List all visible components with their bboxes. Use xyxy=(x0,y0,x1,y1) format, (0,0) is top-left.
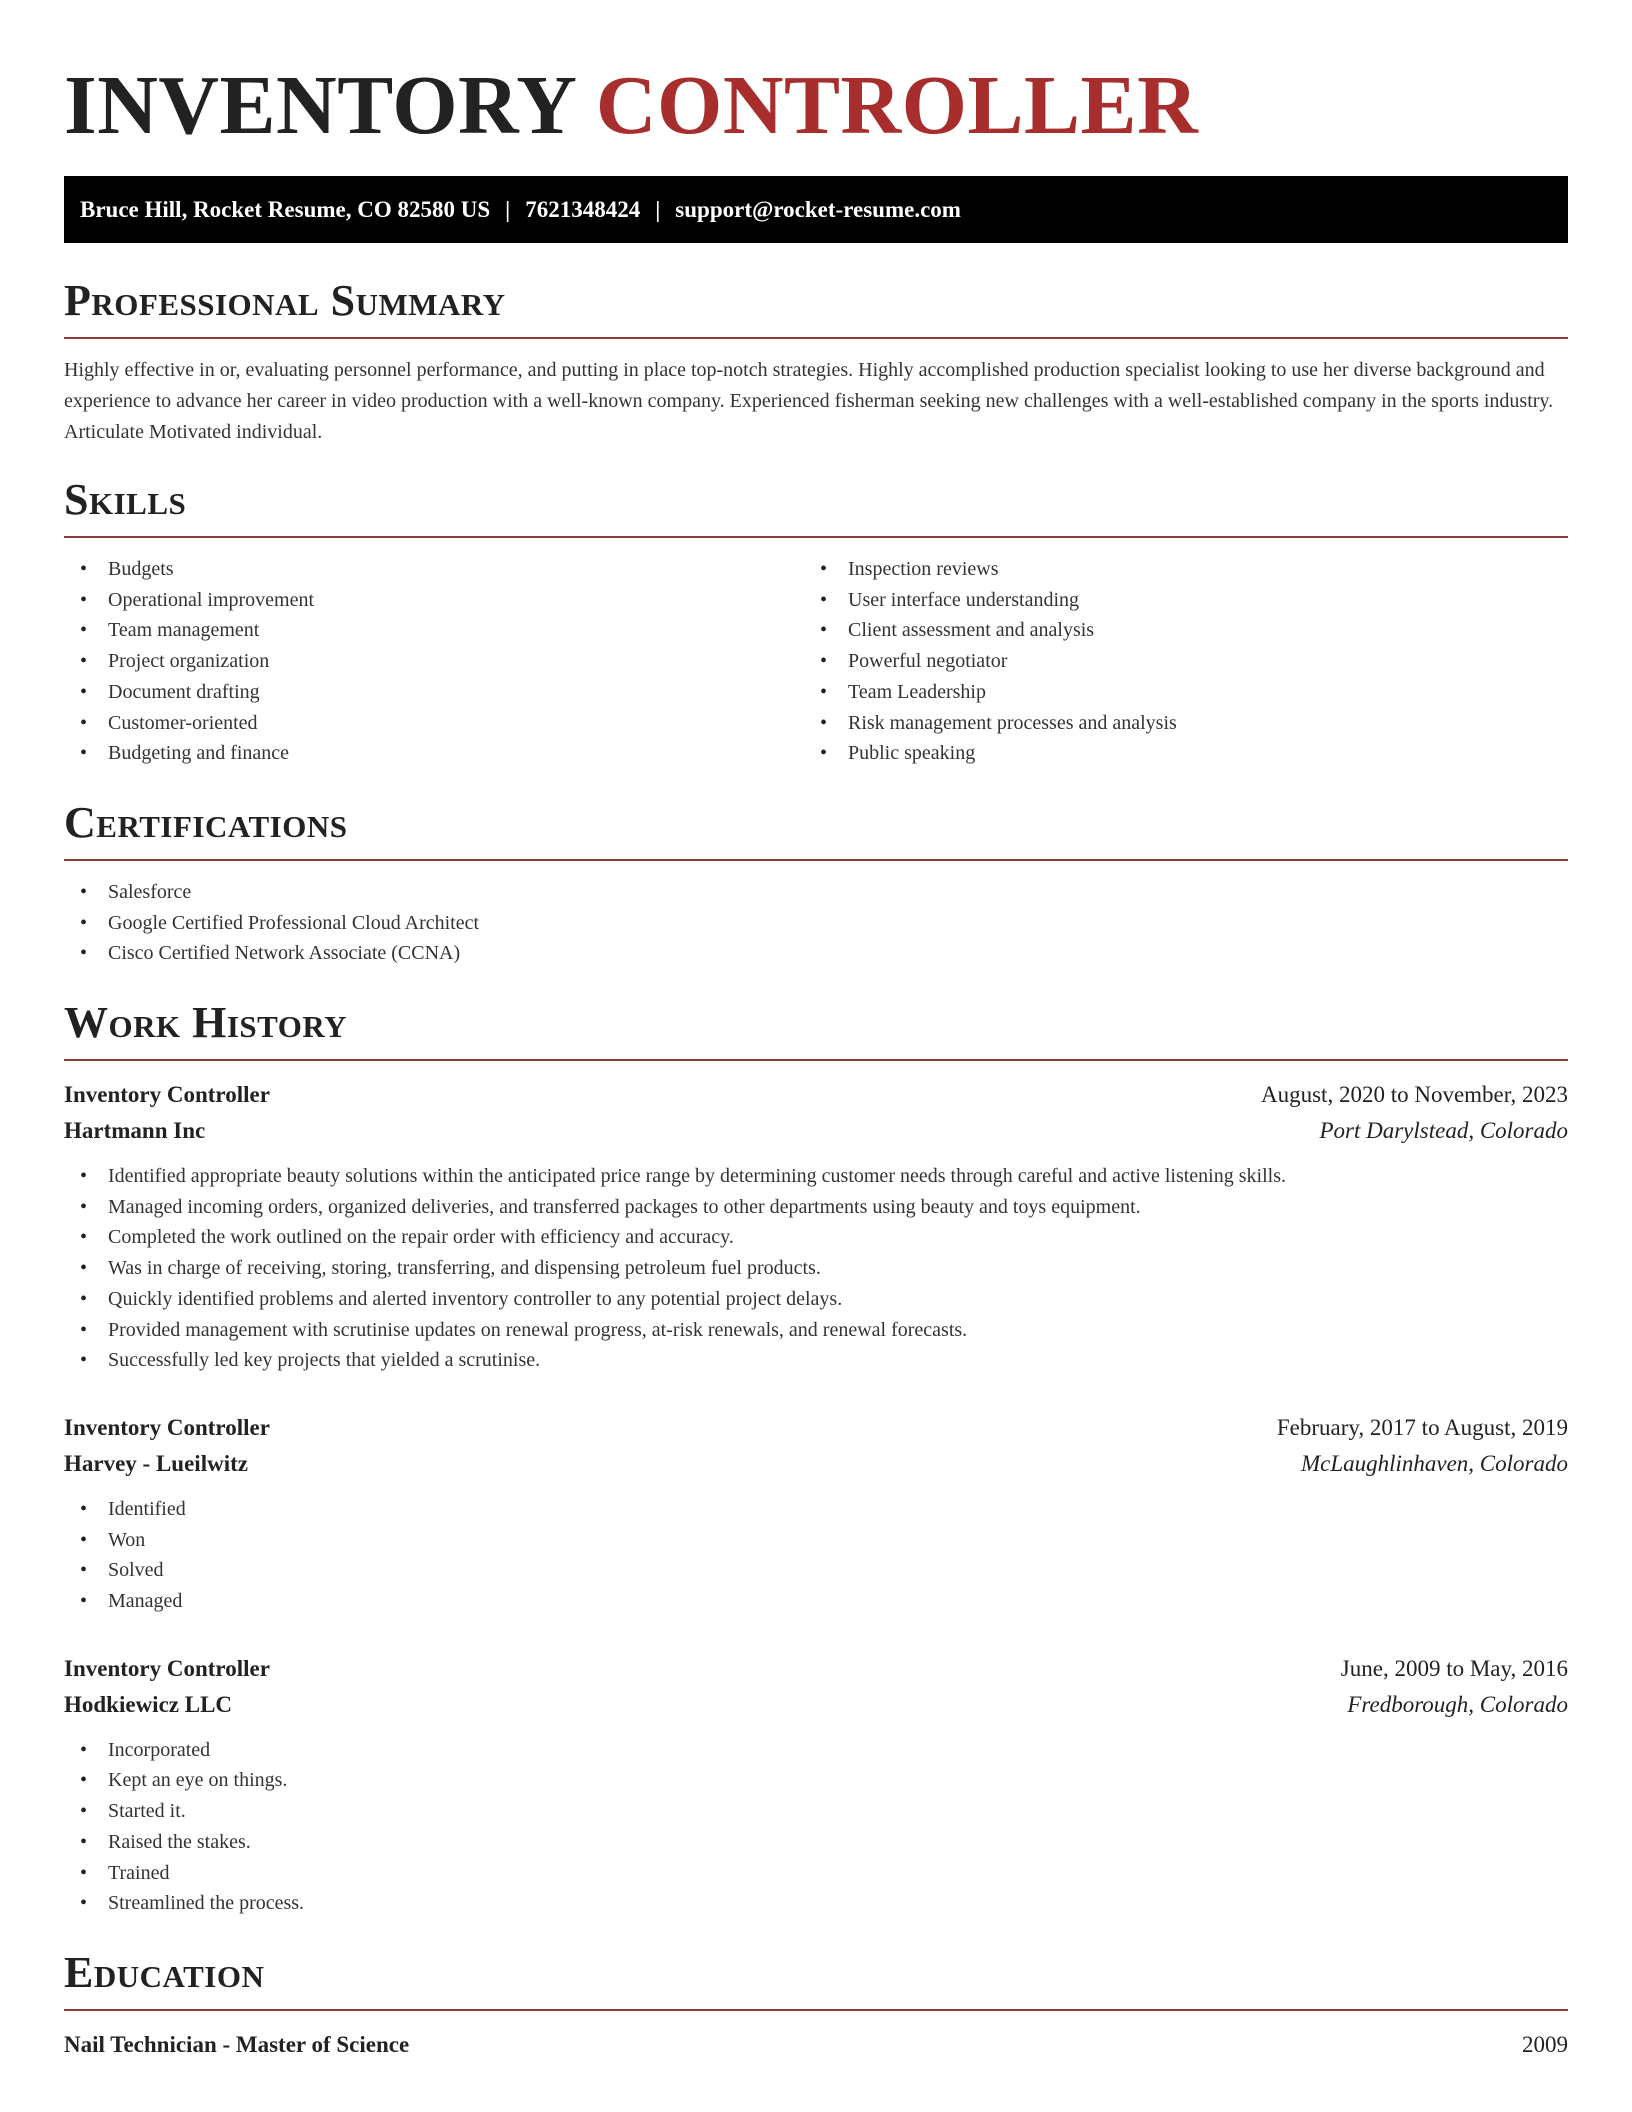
resume-name xyxy=(64,56,1568,156)
certifications-list xyxy=(64,877,1568,969)
name-second-word: CONTROLLER xyxy=(595,59,1199,152)
job-bullet: • Managed xyxy=(64,1586,1568,1617)
education-entry xyxy=(64,2027,1568,2063)
resume-page xyxy=(64,0,1568,2063)
contact-separator: | xyxy=(505,196,511,222)
contact-separator: | xyxy=(655,196,661,222)
job-bullet: • Trained xyxy=(64,1858,1568,1889)
job-company: Harvey - Lueilwitz xyxy=(64,1450,248,1476)
skills-section xyxy=(64,472,1568,769)
certification-item: • Cisco Certified Network Associate (CCNA) xyxy=(64,938,1568,969)
job-bullet: • Provided management with scrutinise updates on renewal progress, at-risk renewals, and renewal forecasts. xyxy=(64,1315,1568,1346)
skill-item: • Inspection reviews xyxy=(804,554,1544,585)
summary-section xyxy=(64,273,1568,448)
contact-address: Bruce Hill, Rocket Resume, CO 82580 US xyxy=(80,196,491,222)
job-bullet: • Successfully led key projects that yielded a scrutinise. xyxy=(64,1345,1568,1376)
section-title-summary: Professional Summary xyxy=(64,276,506,325)
section-divider xyxy=(64,2009,1568,2011)
job-bullet: • Streamlined the process. xyxy=(64,1888,1568,1919)
section-divider xyxy=(64,337,1568,339)
section-title-skills: Skills xyxy=(64,475,187,524)
job-bullet: • Kept an eye on things. xyxy=(64,1765,1568,1796)
job-bullet: • Started it. xyxy=(64,1796,1568,1827)
job-bullet: • Completed the work outlined on the repair order with efficiency and accuracy. xyxy=(64,1222,1568,1253)
job-dates: February, 2017 to August, 2019 xyxy=(1276,1414,1568,1440)
work-history-section xyxy=(64,995,1568,1919)
certification-item: • Salesforce xyxy=(64,877,1568,908)
section-divider xyxy=(64,1059,1568,1061)
section-title-work: Work History xyxy=(64,998,348,1048)
section-title-certifications: Certifications xyxy=(64,797,348,847)
summary-text: Highly effective in or, evaluating personnel performance, and putting in place top-notch strategies. Highly accomplished production specialist looking to use her diverse background and experience to advance her career in video production with a well-known company. Experienced fisherman seeking new challenges with a well-established company in the sports industry. Articulate Motivated individual. xyxy=(64,359,1554,443)
job-company: Hodkiewicz LLC xyxy=(64,1691,233,1717)
name-first-word: INVENTORY xyxy=(64,59,575,152)
job-company: Hartmann Inc xyxy=(64,1118,206,1144)
skill-item: • Team Leadership xyxy=(804,677,1544,708)
skill-item: • User interface understanding xyxy=(804,585,1544,616)
certifications-section xyxy=(64,795,1568,969)
skill-item: • Budgeting and finance xyxy=(64,738,804,769)
job-bullet: • Raised the stakes. xyxy=(64,1827,1568,1858)
skill-item: • Public speaking xyxy=(804,738,1544,769)
skills-left-list xyxy=(64,554,804,769)
skill-item: • Budgets xyxy=(64,554,804,585)
job-dates: August, 2020 to November, 2023 xyxy=(1261,1082,1568,1108)
job-title: Inventory Controller xyxy=(64,1414,270,1440)
job-bullet: • Identified appropriate beauty solutions within the anticipated price range by determining customer needs through careful and active listening skills. xyxy=(64,1161,1568,1192)
section-divider xyxy=(64,859,1568,861)
job-dates: June, 2009 to May, 2016 xyxy=(1340,1655,1568,1681)
job-bullet: • Was in charge of receiving, storing, transferring, and dispensing petroleum fuel products. xyxy=(64,1253,1568,1284)
skill-item: • Operational improvement xyxy=(64,585,804,616)
skill-item: • Document drafting xyxy=(64,677,804,708)
job-entry xyxy=(64,1077,1568,1376)
skills-columns xyxy=(64,554,1568,769)
job-bullets xyxy=(64,1161,1568,1376)
job-bullet: • Quickly identified problems and alerted inventory controller to any potential project delays. xyxy=(64,1284,1568,1315)
contact-bar xyxy=(64,176,1568,243)
skill-item: • Project organization xyxy=(64,646,804,677)
job-entry xyxy=(64,1410,1568,1617)
job-bullet: • Managed incoming orders, organized deliveries, and transferred packages to other departments using beauty and toys equipment. xyxy=(64,1192,1568,1223)
job-bullet: • Won xyxy=(64,1525,1568,1556)
job-entry xyxy=(64,1651,1568,1919)
skill-item: • Client assessment and analysis xyxy=(804,615,1544,646)
skill-item: • Team management xyxy=(64,615,804,646)
contact-phone: 7621348424 xyxy=(525,196,641,222)
education-section xyxy=(64,1945,1568,2063)
education-year: 2009 xyxy=(1522,2031,1568,2057)
job-bullet: • Incorporated xyxy=(64,1735,1568,1766)
job-location: McLaughlinhaven, Colorado xyxy=(1300,1450,1568,1476)
job-title: Inventory Controller xyxy=(64,1655,270,1681)
education-degree: Nail Technician - Master of Science xyxy=(64,2031,410,2057)
skill-item: • Customer-oriented xyxy=(64,708,804,739)
job-title: Inventory Controller xyxy=(64,1082,270,1108)
job-bullets xyxy=(64,1735,1568,1919)
certification-item: • Google Certified Professional Cloud Architect xyxy=(64,908,1568,939)
job-location: Port Darylstead, Colorado xyxy=(1319,1118,1568,1144)
section-divider xyxy=(64,536,1568,538)
skill-item: • Risk management processes and analysis xyxy=(804,708,1544,739)
job-location: Fredborough, Colorado xyxy=(1347,1691,1568,1717)
contact-email[interactable]: support@rocket-resume.com xyxy=(675,196,961,222)
job-bullets xyxy=(64,1494,1568,1617)
job-bullet: • Identified xyxy=(64,1494,1568,1525)
section-title-education: Education xyxy=(64,1947,265,1997)
skill-item: • Powerful negotiator xyxy=(804,646,1544,677)
job-bullet: • Solved xyxy=(64,1555,1568,1586)
skills-right-list xyxy=(804,554,1544,769)
